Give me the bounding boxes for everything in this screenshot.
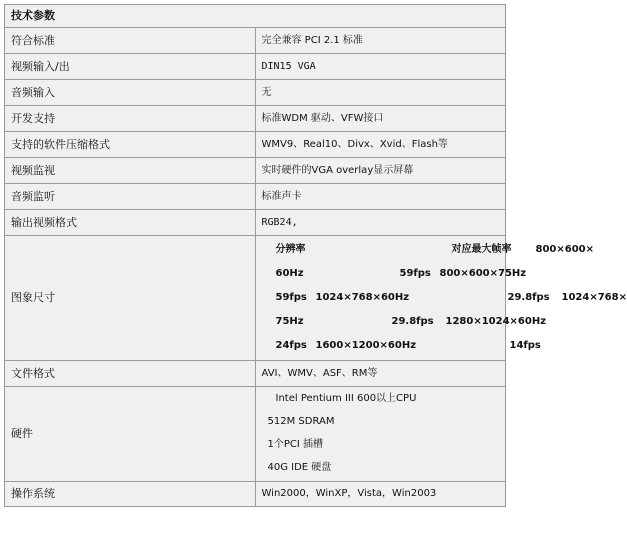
resolution-entry: 60Hz	[275, 268, 304, 279]
resolution-header: 分辨率	[275, 244, 306, 255]
row-value: 标准声卡	[255, 184, 506, 210]
row-label: 视频输入/出	[5, 54, 256, 80]
hardware-label: 硬件	[5, 387, 256, 482]
row-value: WMV9、Real10、Divx、Xvid、Flash等	[255, 132, 506, 158]
table-row	[5, 361, 506, 387]
row-label: 开发支持	[5, 106, 256, 132]
row-label: 符合标准	[5, 28, 256, 54]
table-row	[5, 210, 506, 236]
hardware-line: 1个PCI 插槽	[267, 439, 324, 450]
row-value: 无	[255, 80, 506, 106]
image-size-cell	[255, 236, 627, 361]
resolution-entry: 75Hz	[275, 316, 304, 327]
table-row	[5, 184, 506, 210]
hardware-list	[262, 387, 500, 481]
table-row	[5, 54, 506, 80]
framerate-entry: 59fps	[275, 292, 307, 303]
row-value: 实时硬件的VGA overlay显示屏幕	[255, 158, 506, 184]
row-label: 输出视频格式	[5, 210, 256, 236]
os-value: Win2000，WinXP，Vista，Win2003	[255, 482, 506, 507]
row-label: 音频输入	[5, 80, 256, 106]
spec-table	[4, 4, 627, 507]
resolution-entry: 1024×768×	[561, 292, 627, 303]
row-label: 视频监视	[5, 158, 256, 184]
hardware-line: 512M SDRAM	[267, 416, 335, 427]
table-row	[5, 158, 506, 184]
table-title-row	[5, 5, 506, 28]
hardware-row	[5, 387, 506, 482]
row-label: 音频监听	[5, 184, 256, 210]
resolution-list	[262, 236, 627, 360]
framerate-header: 对应最大帧率	[451, 244, 512, 255]
framerate-entry: 14fps	[509, 340, 541, 351]
framerate-entry: 24fps	[275, 340, 307, 351]
row-value: RGB24,	[255, 210, 506, 236]
os-row	[5, 482, 506, 507]
row-value: DIN15 VGA	[255, 54, 506, 80]
resolution-entry: 1600×1200×60Hz	[315, 340, 417, 351]
row-label: 文件格式	[5, 361, 256, 387]
table-row	[5, 80, 506, 106]
hardware-line: Intel Pentium III 600以上CPU	[275, 393, 417, 404]
resolution-entry: 800×600×75Hz	[439, 268, 527, 279]
table-row	[5, 106, 506, 132]
resolution-entry: 1024×768×60Hz	[315, 292, 410, 303]
row-value: AVI、WMV、ASF、RM等	[255, 361, 506, 387]
resolution-entry: 800×600×	[535, 244, 595, 255]
table-row	[5, 28, 506, 54]
image-size-row	[5, 236, 506, 361]
framerate-entry: 29.8fps	[507, 292, 550, 303]
table-row	[5, 132, 506, 158]
row-value: 标准WDM 驱动、VFW接口	[255, 106, 506, 132]
row-value: 完全兼容 PCI 2.1 标准	[255, 28, 506, 54]
table-title: 技术参数	[5, 5, 506, 28]
row-label: 支持的软件压缩格式	[5, 132, 256, 158]
resolution-entry: 1280×1024×60Hz	[445, 316, 547, 327]
os-label: 操作系统	[5, 482, 256, 507]
framerate-entry: 29.8fps	[391, 316, 434, 327]
framerate-entry: 59fps	[399, 268, 431, 279]
image-size-label: 图象尺寸	[5, 236, 256, 361]
hardware-line: 40G IDE 硬盘	[267, 462, 332, 473]
hardware-cell	[255, 387, 506, 482]
